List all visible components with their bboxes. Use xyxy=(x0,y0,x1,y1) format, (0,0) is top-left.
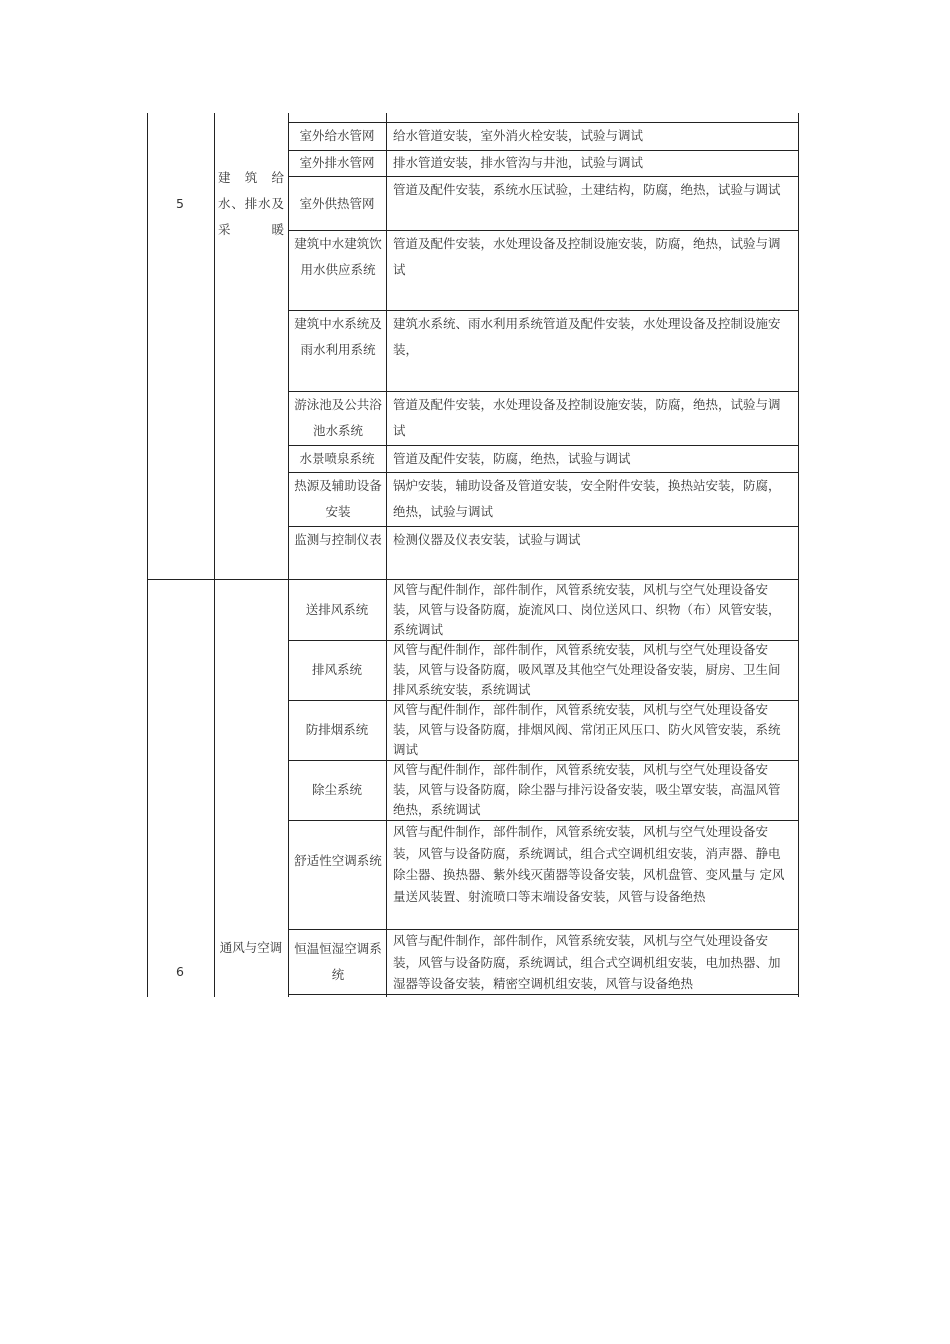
row-description: 检测仪器及仪表安装，试验与调试 xyxy=(393,532,581,547)
row-subsection: 热源及辅助设备安装 xyxy=(294,478,382,519)
row-description: 风管与配件制作，部件制作，风管系统安装，风机与空气处理设备安装，风管与设备防腐，旋流风口、岗位送风口、织物（布）风管安装，系统调试 xyxy=(393,582,781,637)
table-border-left xyxy=(147,113,148,997)
group-category: 建 筑 给 水、排水及采暖 xyxy=(218,170,284,237)
column-divider-sub xyxy=(386,113,387,997)
group-category: 通风与空调 xyxy=(219,940,283,955)
row-subsection: 室外排水管网 xyxy=(299,155,375,170)
row-description: 风管与配件制作，部件制作，风管系统安装，风机与空气处理设备安装，风管与设备防腐，系统调试，组合式空调机组安装，电加热器、加湿器等设备安装，精密空调机组安装，风管与设备绝热 xyxy=(393,933,781,991)
row-description: 管道及配件安装，系统水压试验，土建结构，防腐，绝热，试验与调试 xyxy=(393,182,781,197)
row-subsection: 监测与控制仪表 xyxy=(294,532,382,547)
row-subsection: 送排风系统 xyxy=(305,602,369,617)
row-subsection: 游泳池及公共浴池水系统 xyxy=(294,397,382,438)
row-description: 风管与配件制作，部件制作，风管系统安装，风机与空气处理设备安装，风管与设备防腐，吸风罩及其他空气处理设备安装，厨房、卫生间排风系统安装，系统调试 xyxy=(393,642,781,697)
row-subsection: 防排烟系统 xyxy=(305,722,369,737)
row-description: 建筑水系统、雨水利用系统管道及配件安装，水处理设备及控制设施安装， xyxy=(393,316,781,357)
row-description: 管道及配件安装，水处理设备及控制设施安装，防腐，绝热，试验与调试 xyxy=(393,397,781,438)
row-subsection: 除尘系统 xyxy=(311,782,362,797)
row-subsection: 室外供热管网 xyxy=(299,196,375,211)
row-description: 管道及配件安装，水处理设备及控制设施安装，防腐，绝热，试验与调试 xyxy=(393,236,781,277)
row-subsection: 建筑中水建筑饮用水供应系统 xyxy=(294,236,382,277)
row-description: 风管与配件制作，部件制作，风管系统安装，风机与空气处理设备安装，风管与设备防腐，系统调试，组合式空调机组安装，消声器、静电除尘器、换热器、紫外线灭菌器等设备安装，风机盘管、变风量与 定风量送风装置、射流喷口等末端设备安装，风管与设备绝热 xyxy=(393,824,785,904)
row-subsection: 水景喷泉系统 xyxy=(299,451,375,466)
row-subsection: 排风系统 xyxy=(311,662,362,677)
row-description: 排水管道安装，排水管沟与井池，试验与调试 xyxy=(393,155,644,170)
table-border-right xyxy=(798,113,799,997)
row-description: 风管与配件制作，部件制作，风管系统安装，风机与空气处理设备安装，风管与设备防腐，除尘器与排污设备安装，吸尘罩安装，高温风管绝热，系统调试 xyxy=(393,762,781,817)
row-description: 风管与配件制作，部件制作，风管系统安装，风机与空气处理设备安装，风管与设备防腐，排烟风阀、常闭正风压口、防火风管安装，系统调试 xyxy=(393,702,781,757)
row-subsection: 舒适性空调系统 xyxy=(294,853,382,868)
column-divider-num xyxy=(214,113,215,997)
row-description: 给水管道安装，室外消火栓安装，试验与调试 xyxy=(393,128,644,143)
row-subsection: 恒温恒湿空调系统 xyxy=(294,941,382,982)
row-subsection: 室外给水管网 xyxy=(299,128,375,143)
row-subsection: 建筑中水系统及雨水利用系统 xyxy=(294,316,382,357)
group-number: 5 xyxy=(176,196,184,211)
row-description: 锅炉安装，辅助设备及管道安装，安全附件安装，换热站安装，防腐，绝热，试验与调试 xyxy=(393,478,781,519)
column-divider-category xyxy=(288,113,289,997)
row-description: 管道及配件安装，防腐，绝热，试验与调试 xyxy=(393,451,631,466)
group-number: 6 xyxy=(176,964,184,979)
